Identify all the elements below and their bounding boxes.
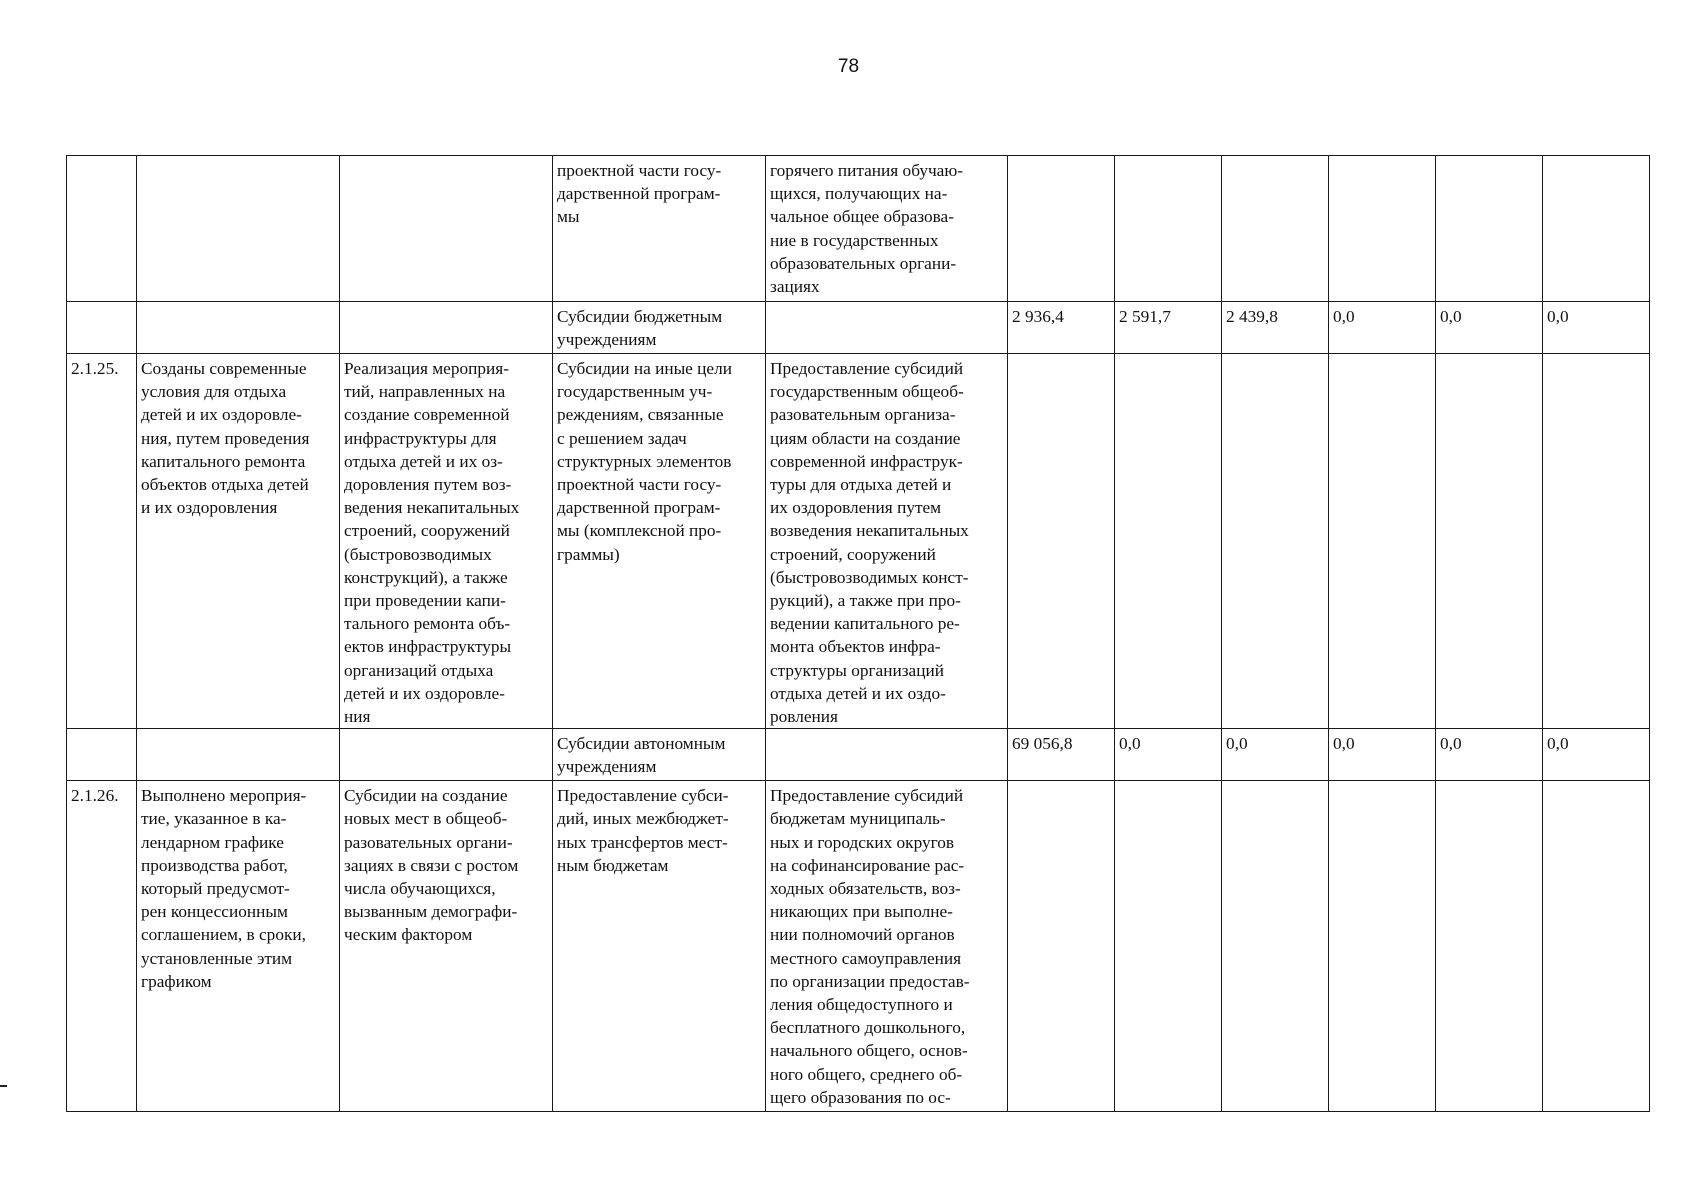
cell-value-5 <box>1436 781 1543 1112</box>
cell-direction: Предоставление субсидий государственным общеоб- разовательным организа- циям области на создание современной инфраструк- туры для отдыха детей и их оздоровления путем возведения некапитальных строений, сооружений (быстровозводимых конст- рукций), а также при про- ведении капитального ре- монта объектов инфра- структуры организаций отдыха детей и их оздо- ровления <box>766 354 1008 729</box>
cell-value-5: 0,0 <box>1436 302 1543 354</box>
cell-value-2 <box>1115 781 1222 1112</box>
cell-direction <box>766 302 1008 354</box>
cell-value-3 <box>1222 781 1329 1112</box>
cell-value-5 <box>1436 156 1543 302</box>
table-row <box>67 302 1650 354</box>
cell-value-3: 0,0 <box>1222 729 1329 781</box>
scan-edge-mark <box>0 1085 7 1087</box>
cell-value-2: 2 591,7 <box>1115 302 1222 354</box>
cell-direction: Предоставление субсидий бюджетам муниципаль- ных и городских округов на софинансирование рас- ходных обязательств, воз- никающих при выполне- нии полномочий органов местного самоуправления по организации предостав- ления общедоступного и бесплатного дошкольного, начального общего, основ- ного общего, среднего об- щего образования по ос- <box>766 781 1008 1112</box>
cell-number <box>67 729 137 781</box>
cell-result <box>137 156 340 302</box>
cell-value-3: 2 439,8 <box>1222 302 1329 354</box>
cell-value-5: 0,0 <box>1436 729 1543 781</box>
cell-expense-type: Субсидии автономным учреждениям <box>553 729 766 781</box>
table-row <box>67 781 1650 1112</box>
table-row <box>67 156 1650 302</box>
cell-activity <box>340 302 553 354</box>
cell-result <box>137 729 340 781</box>
cell-value-4 <box>1329 354 1436 729</box>
cell-expense-type: Предоставление субси- дий, иных межбюджет- ных трансфертов мест- ным бюджетам <box>553 781 766 1112</box>
page-number: 78 <box>837 56 860 77</box>
cell-value-2: 0,0 <box>1115 729 1222 781</box>
cell-activity <box>340 729 553 781</box>
cell-expense-type: Субсидии бюджетным учреждениям <box>553 302 766 354</box>
cell-expense-type: Субсидии на иные цели государственным уч- реждениям, связанные с решением задач структурных элементов проектной части госу- дарственной програм- мы (комплексной про- граммы) <box>553 354 766 729</box>
cell-number <box>67 302 137 354</box>
cell-value-3 <box>1222 156 1329 302</box>
cell-value-2 <box>1115 156 1222 302</box>
cell-value-1: 2 936,4 <box>1008 302 1115 354</box>
cell-value-4: 0,0 <box>1329 302 1436 354</box>
cell-direction <box>766 729 1008 781</box>
cell-value-1 <box>1008 156 1115 302</box>
table-row <box>67 729 1650 781</box>
cell-value-6: 0,0 <box>1543 302 1650 354</box>
cell-value-3 <box>1222 354 1329 729</box>
cell-activity <box>340 156 553 302</box>
cell-result: Созданы современные условия для отдыха детей и их оздоровле- ния, путем проведения капитального ремонта объектов отдыха детей и их оздоровления <box>137 354 340 729</box>
cell-activity: Реализация мероприя- тий, направленных на создание современной инфраструктуры для отдыха детей и их оз- доровления путем воз- ведения некапитальных строений, сооружений (быстровозводимых конструкций), а также при проведении капи- тального ремонта объ- ектов инфраструктуры организаций отдыха детей и их оздоровле- ния <box>340 354 553 729</box>
cell-number: 2.1.25. <box>67 354 137 729</box>
cell-direction: горячего питания обучаю- щихся, получающих на- чальное общее образова- ние в государственных образовательных органи- зациях <box>766 156 1008 302</box>
cell-value-6 <box>1543 781 1650 1112</box>
cell-value-4: 0,0 <box>1329 729 1436 781</box>
cell-value-2 <box>1115 354 1222 729</box>
cell-number <box>67 156 137 302</box>
cell-value-6: 0,0 <box>1543 729 1650 781</box>
cell-value-1: 69 056,8 <box>1008 729 1115 781</box>
cell-value-5 <box>1436 354 1543 729</box>
cell-result <box>137 302 340 354</box>
table-row <box>67 354 1650 729</box>
cell-value-4 <box>1329 781 1436 1112</box>
cell-number: 2.1.26. <box>67 781 137 1112</box>
cell-value-6 <box>1543 156 1650 302</box>
cell-value-1 <box>1008 354 1115 729</box>
cell-result: Выполнено мероприя- тие, указанное в ка- лендарном графике производства работ, который предусмот- рен концессионным соглашением, в сроки, установленные этим графиком <box>137 781 340 1112</box>
cell-value-6 <box>1543 354 1650 729</box>
budget-table <box>66 155 1650 1112</box>
cell-activity: Субсидии на создание новых мест в общеоб- разовательных органи- зациях в связи с ростом числа обучающихся, вызванным демографи- ческим фактором <box>340 781 553 1112</box>
cell-expense-type: проектной части госу- дарственной програм- мы <box>553 156 766 302</box>
cell-value-4 <box>1329 156 1436 302</box>
cell-value-1 <box>1008 781 1115 1112</box>
